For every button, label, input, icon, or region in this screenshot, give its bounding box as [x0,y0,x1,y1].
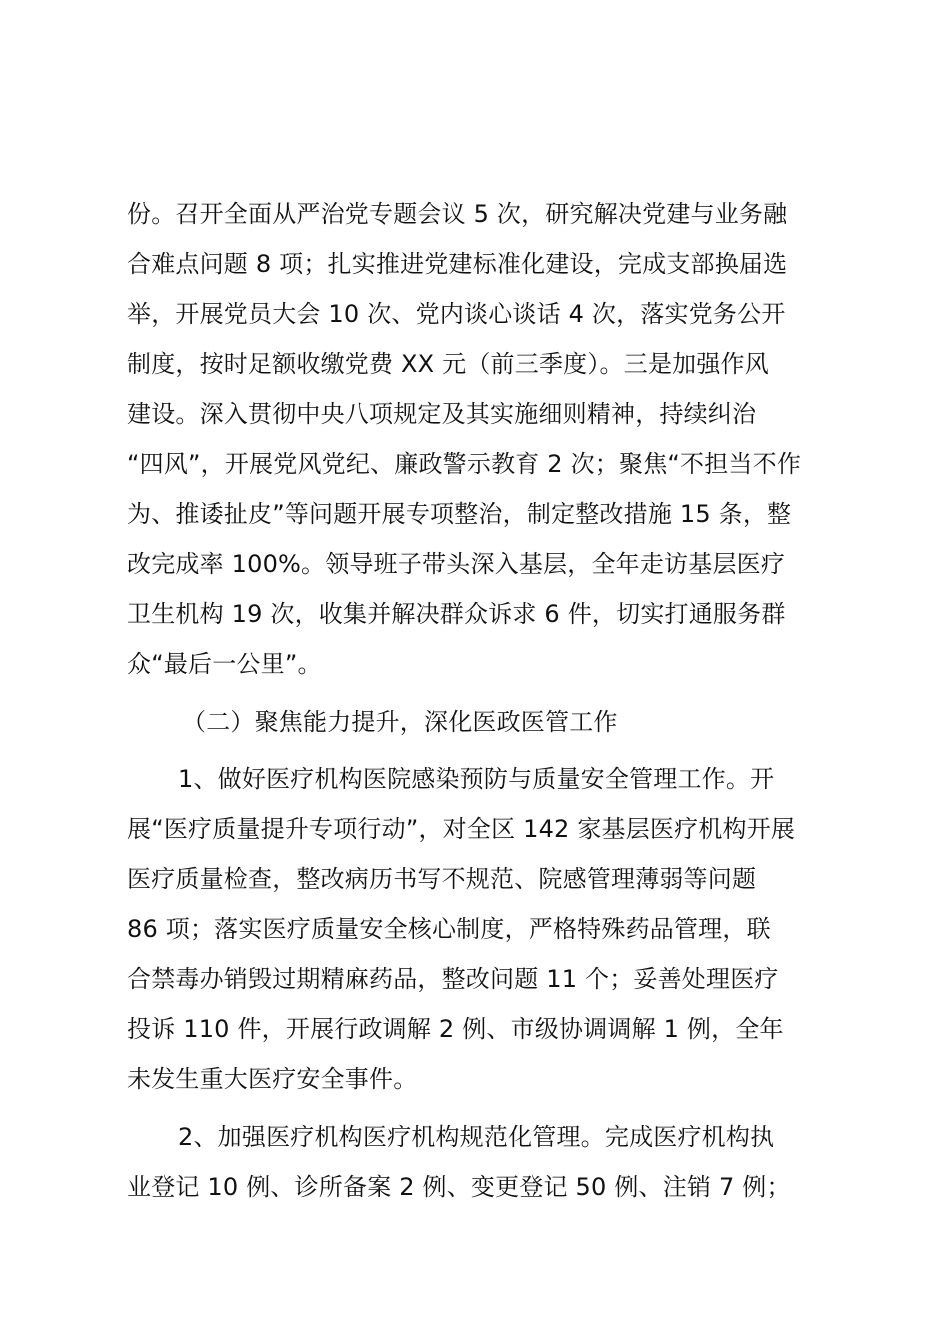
body-text-line: 制度，按时足额收缴党费 XX 元（前三季度）。三是加强作风 [127,350,769,378]
body-text-line: 展“医疗质量提升专项行动”，对全区 142 家基层医疗机构开展 [127,815,796,843]
body-text-line: 合难点问题 8 项；扎实推进党建标准化建设，完成支部换届选 [127,250,788,278]
body-text-line: 改完成率 100%。领导班子带头深入基层，全年走访基层医疗 [127,550,786,578]
body-text-line: 投诉 110 件，开展行政调解 2 例、市级协调调解 1 例，全年 [127,1015,784,1043]
paragraph-first-line: 2、加强医疗机构医疗机构规范化管理。完成医疗机构执 [178,1123,775,1151]
body-text-line: 卫生机构 19 次，收集并解决群众诉求 6 件，切实打通服务群 [127,600,786,628]
body-text-line: 举，开展党员大会 10 次、党内谈心谈话 4 次，落实党务公开 [127,300,786,328]
body-text-line: 医疗质量检查，整改病历书写不规范、院感管理薄弱等问题 [127,865,757,893]
body-text-line: 份。召开全面从严治党专题会议 5 次，研究解决党建与业务融 [127,200,788,228]
body-text-line: 合禁毒办销毁过期精麻药品，整改问题 11 个；妥善处理医疗 [127,965,779,993]
body-text-line: 业登记 10 例、诊所备案 2 例、变更登记 50 例、注销 7 例； [127,1173,791,1201]
section-heading: （二）聚焦能力提升，深化医政医管工作 [182,708,618,736]
body-text-line: 为、推诿扯皮”等问题开展专项整治，制定整改措施 15 条，整 [127,500,792,528]
body-text-line: 未发生重大医疗安全事件。 [127,1065,418,1093]
body-text-line: 86 项；落实医疗质量安全核心制度，严格特殊药品管理，联 [127,915,771,943]
paragraph-first-line: 1、做好医疗机构医院感染预防与质量安全管理工作。开 [178,765,775,793]
body-text-line: “四风”，开展党风党纪、廉政警示教育 2 次；聚焦“不担当不作 [127,450,802,478]
body-text-line: 建设。深入贯彻中央八项规定及其实施细则精神，持续纠治 [127,400,757,428]
body-text-line: 众“最后一公里”。 [127,650,322,678]
